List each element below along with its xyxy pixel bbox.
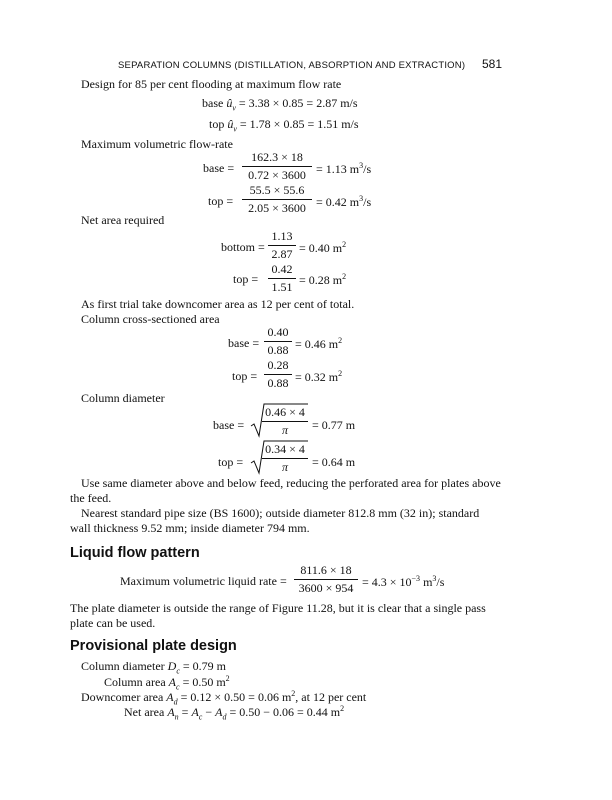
vol-exp: 3 (359, 161, 364, 170)
u-hat-symbol: û (226, 96, 233, 110)
para2-line2: wall thickness 9.52 mm; inside diameter 794 mm. (70, 521, 310, 535)
plate-row-diameter (81, 659, 226, 675)
cs-base-result-text: = 0.46 m (295, 337, 339, 351)
minus-sign: − (205, 705, 213, 719)
symbol-A: A (167, 705, 175, 719)
liquid-note-line1: The plate diameter is outside the range of Figure 11.28, but it is clear that a single pass (70, 601, 486, 615)
dia-top-fraction-bar (262, 458, 308, 459)
net-top-denominator: 1.51 (271, 280, 293, 294)
liquid-rate-result (362, 574, 444, 590)
downcomer-line1: As first trial take downcomer area as 12 per cent of total. (81, 297, 355, 311)
running-title: SEPARATION COLUMNS (DISTILLATION, ABSORPTION AND EXTRACTION) (118, 60, 466, 71)
dia-base-numerator: 0.46 × 4 (265, 405, 305, 419)
liquid-rate-result-text: = 4.3 × 10 (362, 575, 412, 589)
dia-top-result: = 0.64 m (312, 455, 356, 469)
plate-design-heading: Provisional plate design (70, 638, 237, 654)
dia-top-label: top = (218, 455, 244, 469)
symbol-A: A (215, 705, 223, 719)
para1-line2: the feed. (70, 491, 112, 505)
net-bottom-label: bottom = (221, 240, 265, 254)
cs-top-label: top = (232, 369, 258, 383)
vol-top-denominator: 2.05 × 3600 (248, 201, 306, 215)
vol-top-fraction-bar (242, 199, 312, 200)
vol-top-result-text: = 0.42 m (316, 195, 360, 209)
net-top-numerator: 0.42 (271, 262, 293, 276)
vol-top-label: top = (208, 194, 234, 208)
liquid-rate-unit: m (423, 575, 433, 589)
plate-row-diameter-label: Column diameter (81, 659, 165, 673)
exp-2: 2 (291, 689, 296, 698)
plate-row-net-area (124, 704, 344, 721)
para1-line1: Use same diameter above and below feed, reducing the perforated area for plates above (81, 476, 501, 490)
dia-base-fraction-bar (262, 421, 308, 422)
vol-base-label: base = (203, 161, 235, 175)
u-subscript: v (233, 124, 237, 134)
flooding-intro: Design for 85 per cent flooding at maximum flow rate (81, 77, 342, 91)
subscript-c: c (176, 682, 180, 692)
symbol-D: D (167, 659, 177, 673)
net-bottom-result-text: = 0.40 m (299, 241, 343, 255)
plate-row-net-area-value: = 0.50 − 0.06 = 0.44 m (229, 705, 341, 719)
cs-top-result (295, 369, 342, 385)
plate-row-column-area-value: = 0.50 m (182, 675, 226, 689)
flooding-top-label: top (209, 117, 225, 131)
liquid-note-line2: plate can be used. (70, 616, 156, 630)
flooding-base-label: base (202, 96, 224, 110)
symbol-A: A (166, 690, 174, 704)
downcomer-line2: Column cross-sectioned area (81, 312, 220, 326)
vol-base-numerator: 162.3 × 18 (251, 150, 303, 164)
u-hat-symbol: û (227, 117, 234, 131)
vol-exp: 3 (359, 194, 364, 203)
plate-row-column-area-label: Column area (104, 675, 166, 689)
cs-top-result-text: = 0.32 m (295, 370, 339, 384)
flooding-top-row (209, 117, 359, 133)
vol-base-fraction-bar (242, 166, 312, 167)
net-bottom-result (299, 240, 346, 256)
cs-exp: 2 (338, 369, 343, 378)
net-exp: 2 (342, 272, 347, 281)
dia-base-result: = 0.77 m (312, 418, 356, 432)
net-bottom-denominator: 2.87 (271, 247, 293, 261)
cs-base-denominator: 0.88 (267, 343, 289, 357)
equals-sign: = (181, 705, 189, 719)
net-bottom-numerator: 1.13 (271, 229, 293, 243)
liquid-rate-denominator: 3600 × 954 (298, 581, 354, 595)
plate-row-net-area-label: Net area (124, 705, 165, 719)
exp-2: 2 (225, 674, 230, 683)
plate-row-downcomer-area-label: Downcomer area (81, 690, 164, 704)
para2-line1: Nearest standard pipe size (BS 1600); outside diameter 812.8 mm (32 in); standard (81, 506, 480, 520)
flooding-top-eq: = 1.78 × 0.85 = 1.51 m/s (239, 117, 359, 131)
flooding-base-row (202, 96, 358, 112)
subscript-d: d (173, 697, 178, 707)
liquid-rate-exp: −3 (411, 574, 421, 583)
dia-base-label: base = (213, 418, 245, 432)
subscript-c: c (198, 712, 203, 722)
liquid-flow-heading: Liquid flow pattern (70, 545, 200, 561)
vol-unit-tail: /s (363, 195, 372, 209)
plate-row-downcomer-area-tail: , at 12 per cent (295, 690, 367, 704)
dia-top-numerator: 0.34 × 4 (265, 442, 305, 456)
cs-base-fraction-bar (264, 341, 292, 342)
symbol-A: A (168, 675, 176, 689)
vol-base-result-text: = 1.13 m (316, 162, 360, 176)
plate-row-diameter-value: = 0.79 m (182, 659, 226, 673)
net-top-result-text: = 0.28 m (299, 273, 343, 287)
subscript-d: d (222, 712, 227, 722)
liquid-rate-numerator: 811.6 × 18 (300, 563, 352, 577)
dia-top-denominator: π (281, 460, 288, 474)
vol-top-result (316, 194, 371, 210)
cs-exp: 2 (338, 336, 343, 345)
flooding-base-eq: = 3.38 × 0.85 = 2.87 m/s (238, 96, 358, 110)
liquid-rate-fraction-bar (294, 579, 358, 580)
exp-2: 2 (340, 704, 345, 713)
net-area-intro: Net area required (81, 213, 165, 227)
plate-row-downcomer-area-value: = 0.12 × 0.50 = 0.06 m (180, 690, 292, 704)
cs-top-fraction-bar (264, 374, 292, 375)
net-exp: 2 (342, 240, 347, 249)
subscript-c: c (176, 666, 180, 676)
cs-top-numerator: 0.28 (267, 358, 289, 372)
subscript-n: n (174, 712, 179, 722)
vol-base-denominator: 0.72 × 3600 (248, 168, 306, 182)
diameter-intro: Column diameter (81, 391, 165, 405)
vol-unit-tail: /s (363, 162, 372, 176)
net-top-result (299, 272, 346, 288)
cs-base-label: base = (228, 336, 260, 350)
dia-base-denominator: π (281, 423, 288, 437)
net-bottom-fraction-bar (268, 245, 296, 246)
cs-base-numerator: 0.40 (267, 325, 289, 339)
cs-top-denominator: 0.88 (267, 376, 289, 390)
liquid-rate-unit-exp: 3 (432, 574, 437, 583)
liquid-rate-label: Maximum volumetric liquid rate = (120, 574, 287, 588)
cs-base-result (295, 336, 342, 352)
vol-top-numerator: 55.5 × 55.6 (249, 183, 305, 197)
liquid-rate-unit-tail: /s (436, 575, 445, 589)
u-subscript: v (232, 103, 236, 113)
net-top-label: top = (233, 272, 259, 286)
volumetric-intro: Maximum volumetric flow-rate (81, 137, 233, 151)
symbol-A: A (191, 705, 199, 719)
vol-base-result (316, 161, 371, 177)
page-number: 581 (482, 57, 503, 71)
net-top-fraction-bar (268, 278, 296, 279)
